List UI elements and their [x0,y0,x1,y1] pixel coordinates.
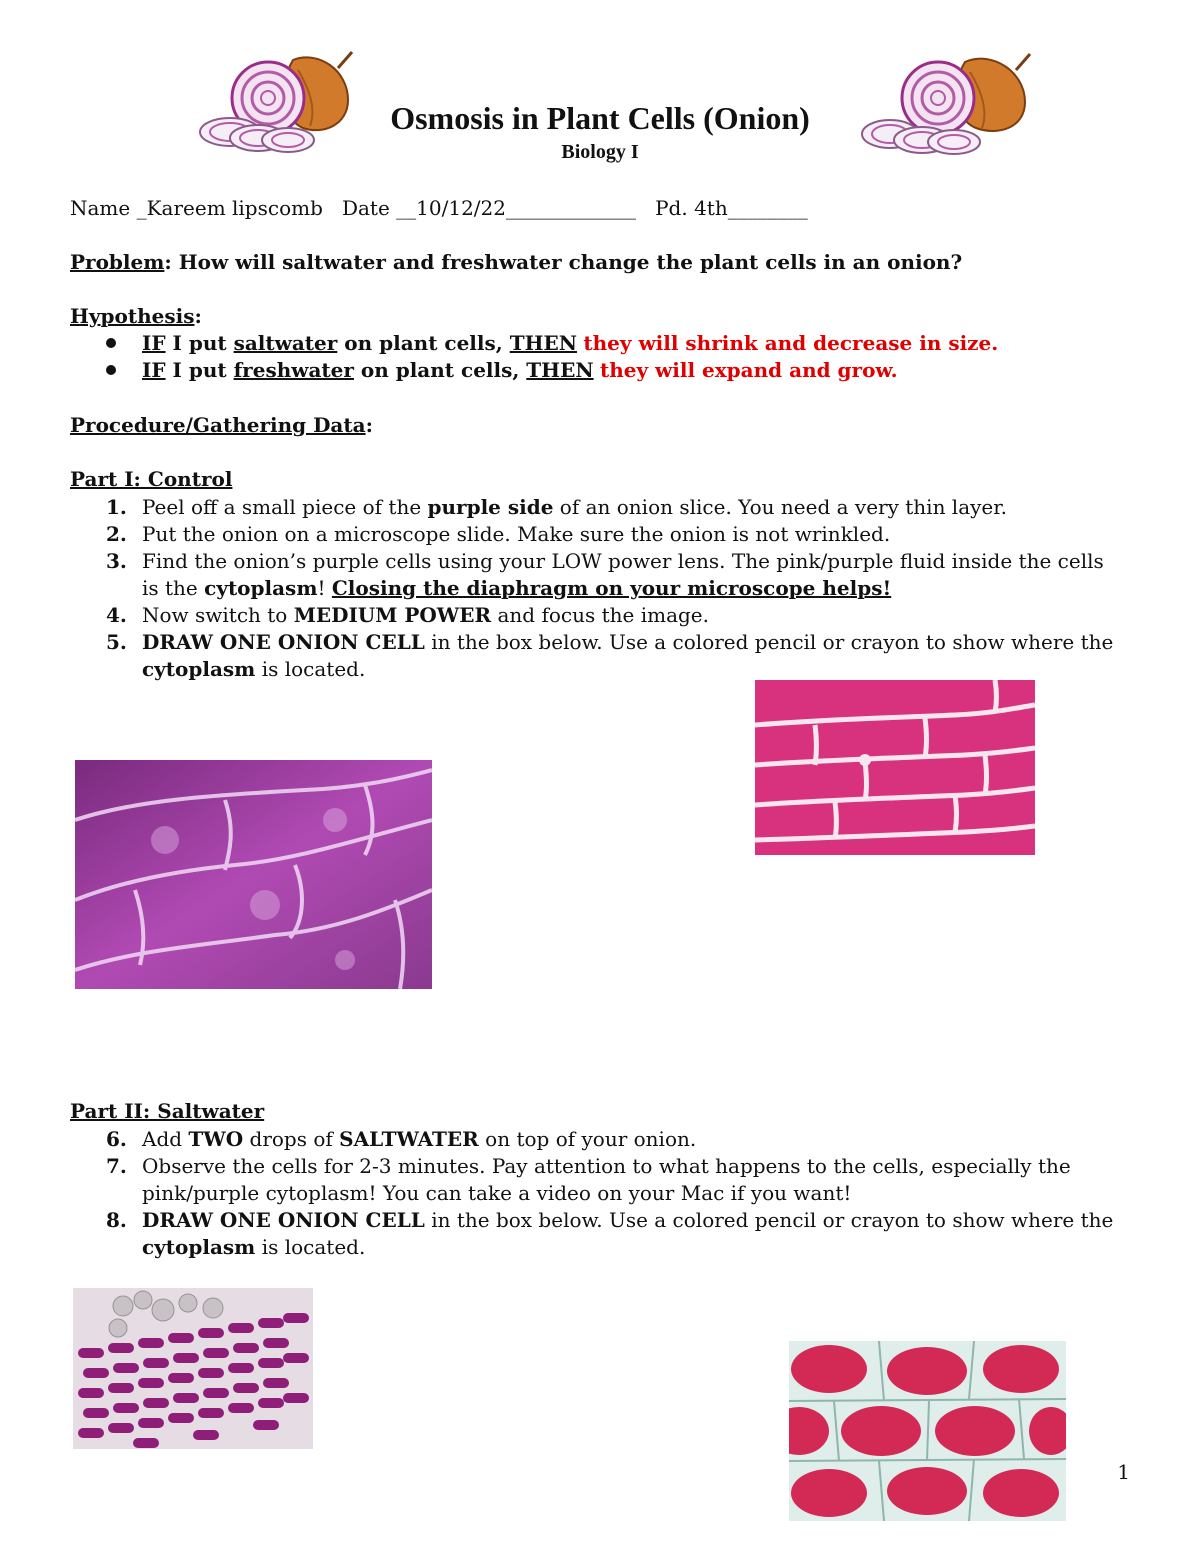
date-label: Date __ [341,196,417,220]
step-text: Add [142,1127,189,1151]
page-subtitle: Biology I [561,141,639,163]
step-text: Find the onion’s purple cells using your LOW power lens. The pink/purple fluid inside the cells is the [142,549,1104,600]
name-label: Name _ [70,196,147,220]
hypothesis-label: Hypothesis [70,304,195,328]
if-word: IF [142,331,166,355]
part1-heading [70,467,232,491]
step-bold: cytoplasm [204,576,318,600]
step-bold: DRAW ONE ONION CELL [142,630,425,654]
step-item [106,521,1116,548]
step-text: on top of your onion. [478,1127,697,1151]
step-text: and focus the image. [491,603,710,627]
problem-line: Problem: How will saltwater and freshwater change the plant cells in an onion? [70,250,963,274]
plasmolyzed-cells-photo-left [73,1288,313,1449]
step-item [106,1126,1116,1153]
hyp-text: on plant cells, [353,358,527,382]
procedure-heading: Procedure/Gathering Data: [70,413,373,437]
step-bold: SALTWATER [339,1127,479,1151]
hypothesis-item [106,331,998,355]
period-field[interactable]: 4th [694,196,728,220]
hyp-key: saltwater [233,331,338,355]
procedure-label: Procedure/Gathering Data [70,413,366,437]
part1-label: Part I: Control [70,467,233,491]
hyp-key: freshwater [233,358,354,382]
step-bold: TWO [188,1127,244,1151]
step-text: Put the onion on a microscope slide. Make sure the onion is not wrinkled. [142,522,891,546]
name-field[interactable]: Kareem lipscomb [146,196,323,220]
problem-text: How will saltwater and freshwater change the plant cells in an onion? [178,250,963,274]
step-number: 2. [106,522,127,546]
part2-heading [70,1099,264,1123]
step-item [106,548,1116,602]
problem-label: Problem [70,250,165,274]
hyp-text: I put [165,358,234,382]
step-number: 7. [106,1154,127,1178]
step-text: Observe the cells for 2-3 minutes. Pay attention to what happens to the cells, especially the pink/purple cytoplasm! You can take a video on your Mac if you want! [142,1154,1071,1205]
step-item [106,494,1116,521]
step-text: is located. [255,657,366,681]
step-bold: MEDIUM POWER [293,603,492,627]
step-item [106,1153,1116,1207]
step-text: of an onion slice. You need a very thin layer. [553,495,1007,519]
period-label: Pd. [655,196,695,220]
hyp-answer: they will shrink and decrease in size. [583,331,999,355]
step-number: 3. [106,549,127,573]
step-bold: cytoplasm [142,1235,256,1259]
then-word: THEN [526,358,594,382]
hyp-answer: they will expand and grow. [599,358,898,382]
if-word: IF [142,358,166,382]
step-number: 5. [106,630,127,654]
step-item [106,602,1116,629]
step-item [106,1207,1116,1261]
plasmolyzed-cells-photo-right [789,1341,1066,1521]
step-bold: DRAW ONE ONION CELL [142,1208,425,1232]
step-text: drops of [243,1127,340,1151]
step-bold: cytoplasm [142,657,256,681]
date-blank: _____________ [506,196,636,220]
page-number: 1 [1117,1460,1130,1484]
step-bold-underline: Closing the diaphragm on your microscope helps! [331,576,892,600]
step-text: in the box below. Use a colored pencil or crayon to show where the [424,1208,1114,1232]
info-line [70,196,808,220]
step-bold: purple side [427,495,554,519]
then-word: THEN [509,331,577,355]
step-number: 4. [106,603,127,627]
step-text: Now switch to [142,603,294,627]
onion-cells-purple-photo [75,760,432,989]
step-number: 1. [106,495,127,519]
step-text: ! [317,576,332,600]
bullet-icon [106,365,116,375]
step-text: Peel off a small piece of the [142,495,428,519]
onion-cells-pink-photo [755,680,1035,855]
hypothesis-item [106,358,898,382]
page-title: Osmosis in Plant Cells (Onion) [390,100,810,136]
period-blank: ________ [727,196,808,220]
step-number: 6. [106,1127,127,1151]
part2-label: Part II: Saltwater [70,1099,265,1123]
step-item [106,629,1116,683]
hypothesis-heading: Hypothesis: [70,304,202,328]
date-field[interactable]: 10/12/22 [416,196,506,220]
bullet-icon [106,338,116,348]
hyp-text: on plant cells, [337,331,510,355]
hyp-text: I put [165,331,234,355]
step-text: in the box below. Use a colored pencil or crayon to show where the [424,630,1114,654]
step-text: is located. [255,1235,366,1259]
step-number: 8. [106,1208,127,1232]
